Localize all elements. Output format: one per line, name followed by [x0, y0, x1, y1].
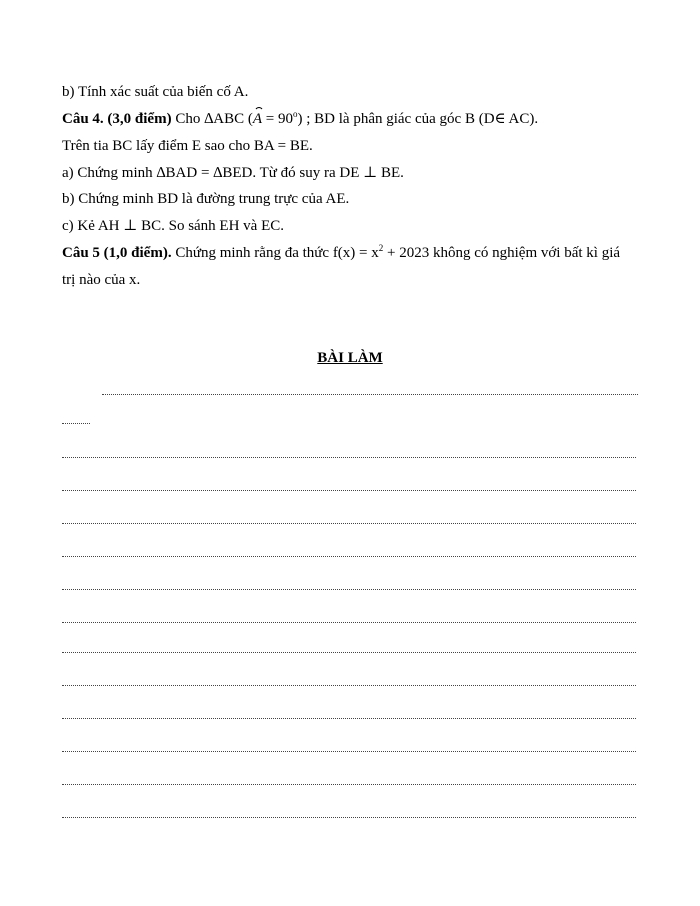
answer-line — [62, 457, 636, 458]
answer-line — [62, 423, 90, 424]
question-b-probability: b) Tính xác suất của biến cố A. — [62, 84, 249, 100]
question-4-setup: Trên tia BC lấy điểm E sao cho BA = BE. — [62, 138, 313, 154]
question-4b: b) Chứng minh BD là đường trung trực của AE. — [62, 191, 350, 207]
answer-line — [62, 685, 636, 686]
question-4a: a) Chứng minh ∆BAD = ∆BED. Từ đó suy ra DE ⊥ BE. — [62, 165, 404, 181]
answer-line — [62, 718, 636, 719]
question-4c: c) Kẻ AH ⊥ BC. So sánh EH và EC. — [62, 218, 285, 234]
question-4-label: Câu 4. (3,0 điểm) — [62, 111, 172, 127]
answer-line — [62, 556, 636, 557]
answer-line — [62, 751, 636, 752]
answer-line — [62, 652, 636, 653]
answer-line — [62, 523, 636, 524]
answer-line — [62, 784, 636, 785]
answer-line — [62, 622, 636, 623]
question-5-statement: Câu 5 (1,0 điểm). Chứng minh rằng đa thức $f(x) = x^2 + 2023$ không có nghiệm với bất kì giá — [62, 243, 621, 261]
question-4-statement: Câu 4. (3,0 điểm) Cho ∆ABC $(A = 90^o)$ ; BD là phân giác của góc B (D∈ AC). — [62, 109, 539, 127]
answer-heading: BÀI LÀM — [317, 350, 383, 366]
answer-line — [62, 817, 636, 818]
question-5-continuation: trị nào của x. — [62, 272, 141, 288]
answer-line — [102, 394, 638, 395]
angle-a-symbol: A — [252, 111, 263, 127]
answer-line — [62, 490, 636, 491]
question-5-label: Câu 5 (1,0 điểm). — [62, 245, 172, 261]
answer-line — [62, 589, 636, 590]
